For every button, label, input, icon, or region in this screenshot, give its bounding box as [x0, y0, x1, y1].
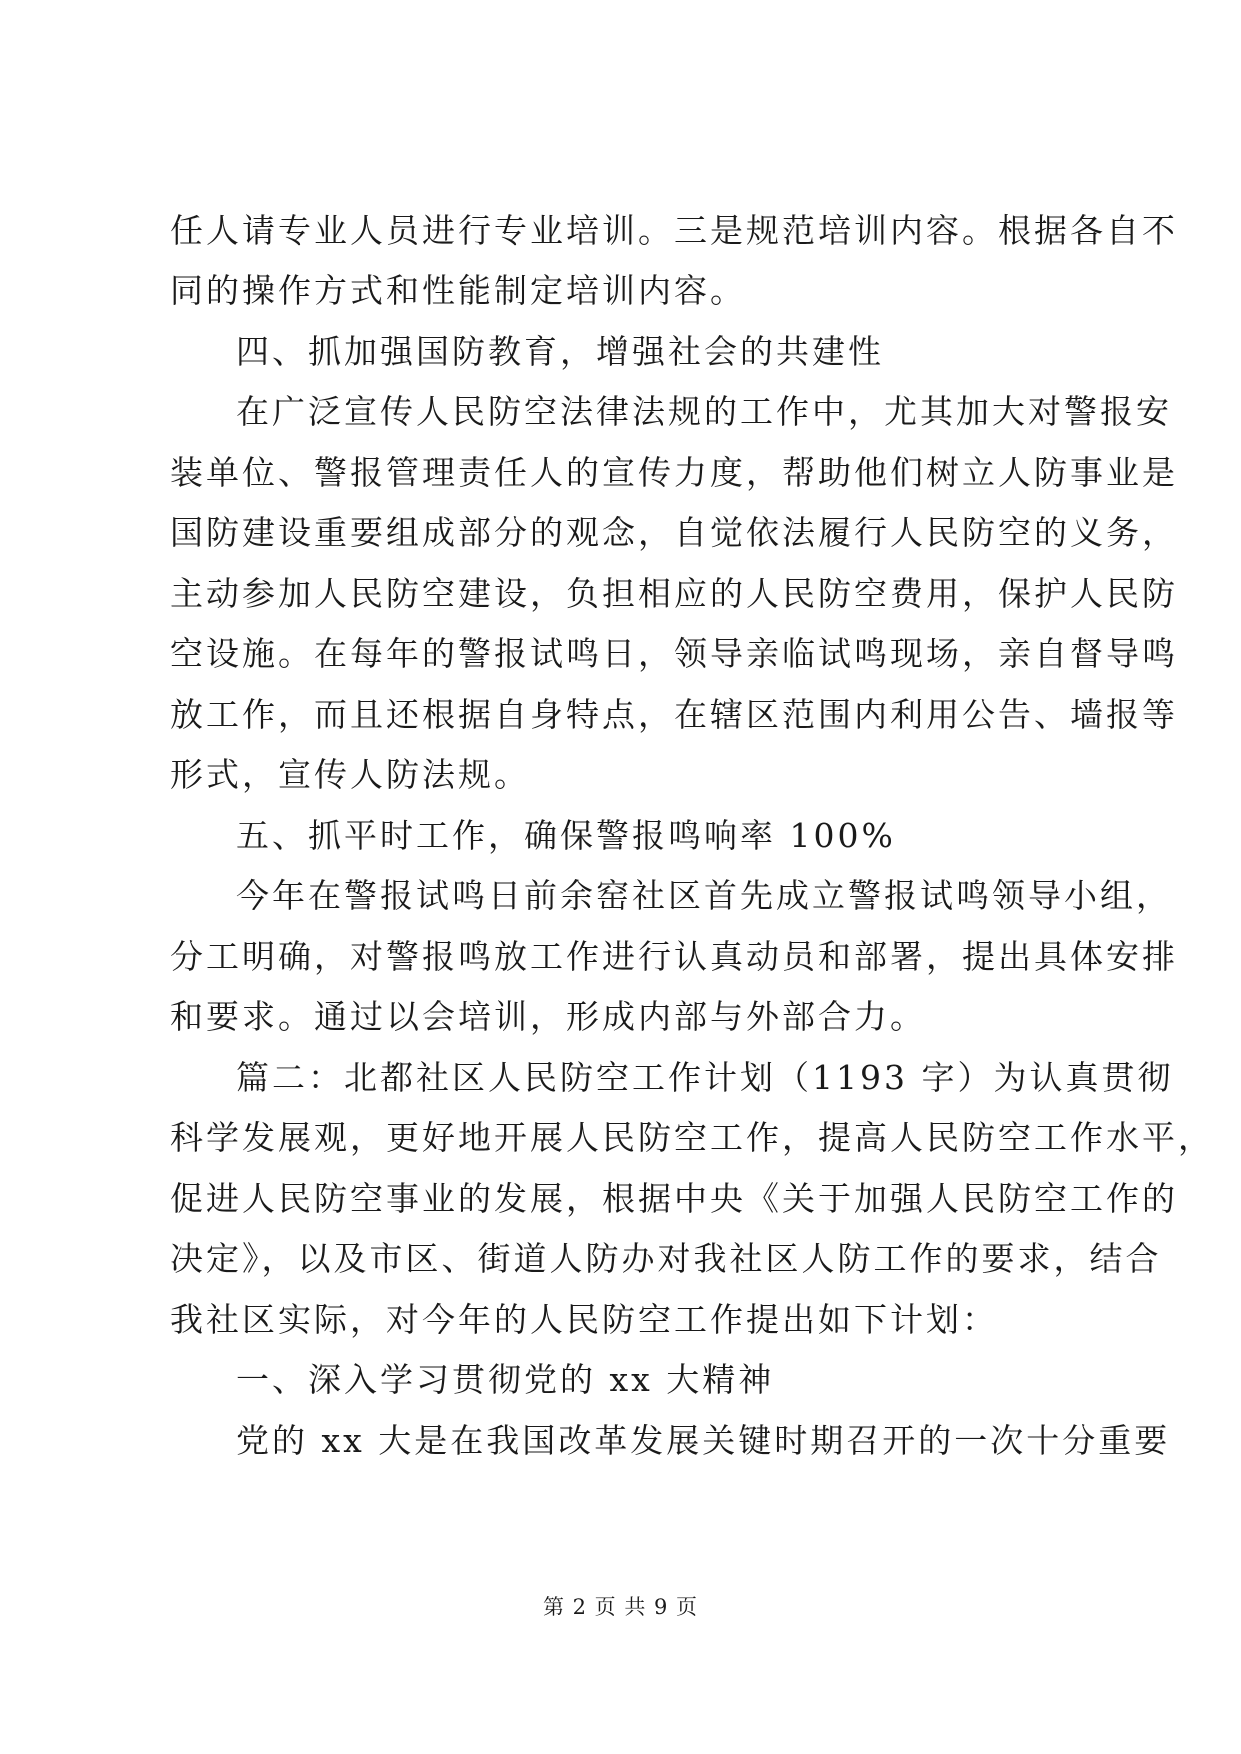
text-line: 科学发展观，更好地开展人民防空工作，提高人民防空工作水平，	[170, 1118, 1214, 1157]
section-heading: 五、抓平时工作，确保警报鸣响率 100%	[236, 816, 896, 855]
text-line: 空设施。在每年的警报试鸣日，领导亲临试鸣现场，亲自督导鸣	[170, 634, 1178, 673]
text-line: 我社区实际，对今年的人民防空工作提出如下计划：	[170, 1300, 998, 1339]
text-line: 促进人民防空事业的发展，根据中央《关于加强人民防空工作的	[170, 1179, 1178, 1218]
section-heading: 四、抓加强国防教育，增强社会的共建性	[236, 332, 884, 371]
text-line: 和要求。通过以会培训，形成内部与外部合力。	[170, 997, 926, 1036]
text-line: 党的 xx 大是在我国改革发展关键时期召开的一次十分重要	[236, 1421, 1171, 1460]
text-line: 在广泛宣传人民防空法律法规的工作中，尤其加大对警报安	[236, 392, 1172, 431]
text-line: 同的操作方式和性能制定培训内容。	[170, 271, 746, 310]
section-heading: 一、深入学习贯彻党的 xx 大精神	[236, 1360, 775, 1399]
text-line: 形式，宣传人防法规。	[170, 755, 530, 794]
text-line: 放工作，而且还根据自身特点，在辖区范围内利用公告、墙报等	[170, 695, 1178, 734]
text-line: 今年在警报试鸣日前余窑社区首先成立警报试鸣领导小组，	[236, 876, 1172, 915]
text-line: 分工明确，对警报鸣放工作进行认真动员和部署，提出具体安排	[170, 937, 1178, 976]
page-footer: 第 2 页 共 9 页	[542, 1595, 699, 1619]
text-line: 决定》，以及市区、街道人防办对我社区人防工作的要求，结合	[170, 1239, 1162, 1278]
text-line: 国防建设重要组成部分的观念，自觉依法履行人民防空的义务，	[170, 513, 1178, 552]
text-line: 篇二：北都社区人民防空工作计划（1193 字）为认真贯彻	[236, 1058, 1174, 1097]
text-line: 主动参加人民防空建设，负担相应的人民防空费用，保护人民防	[170, 574, 1178, 613]
text-line: 装单位、警报管理责任人的宣传力度，帮助他们树立人防事业是	[170, 453, 1178, 492]
text-line: 任人请专业人员进行专业培训。三是规范培训内容。根据各自不	[170, 211, 1178, 250]
